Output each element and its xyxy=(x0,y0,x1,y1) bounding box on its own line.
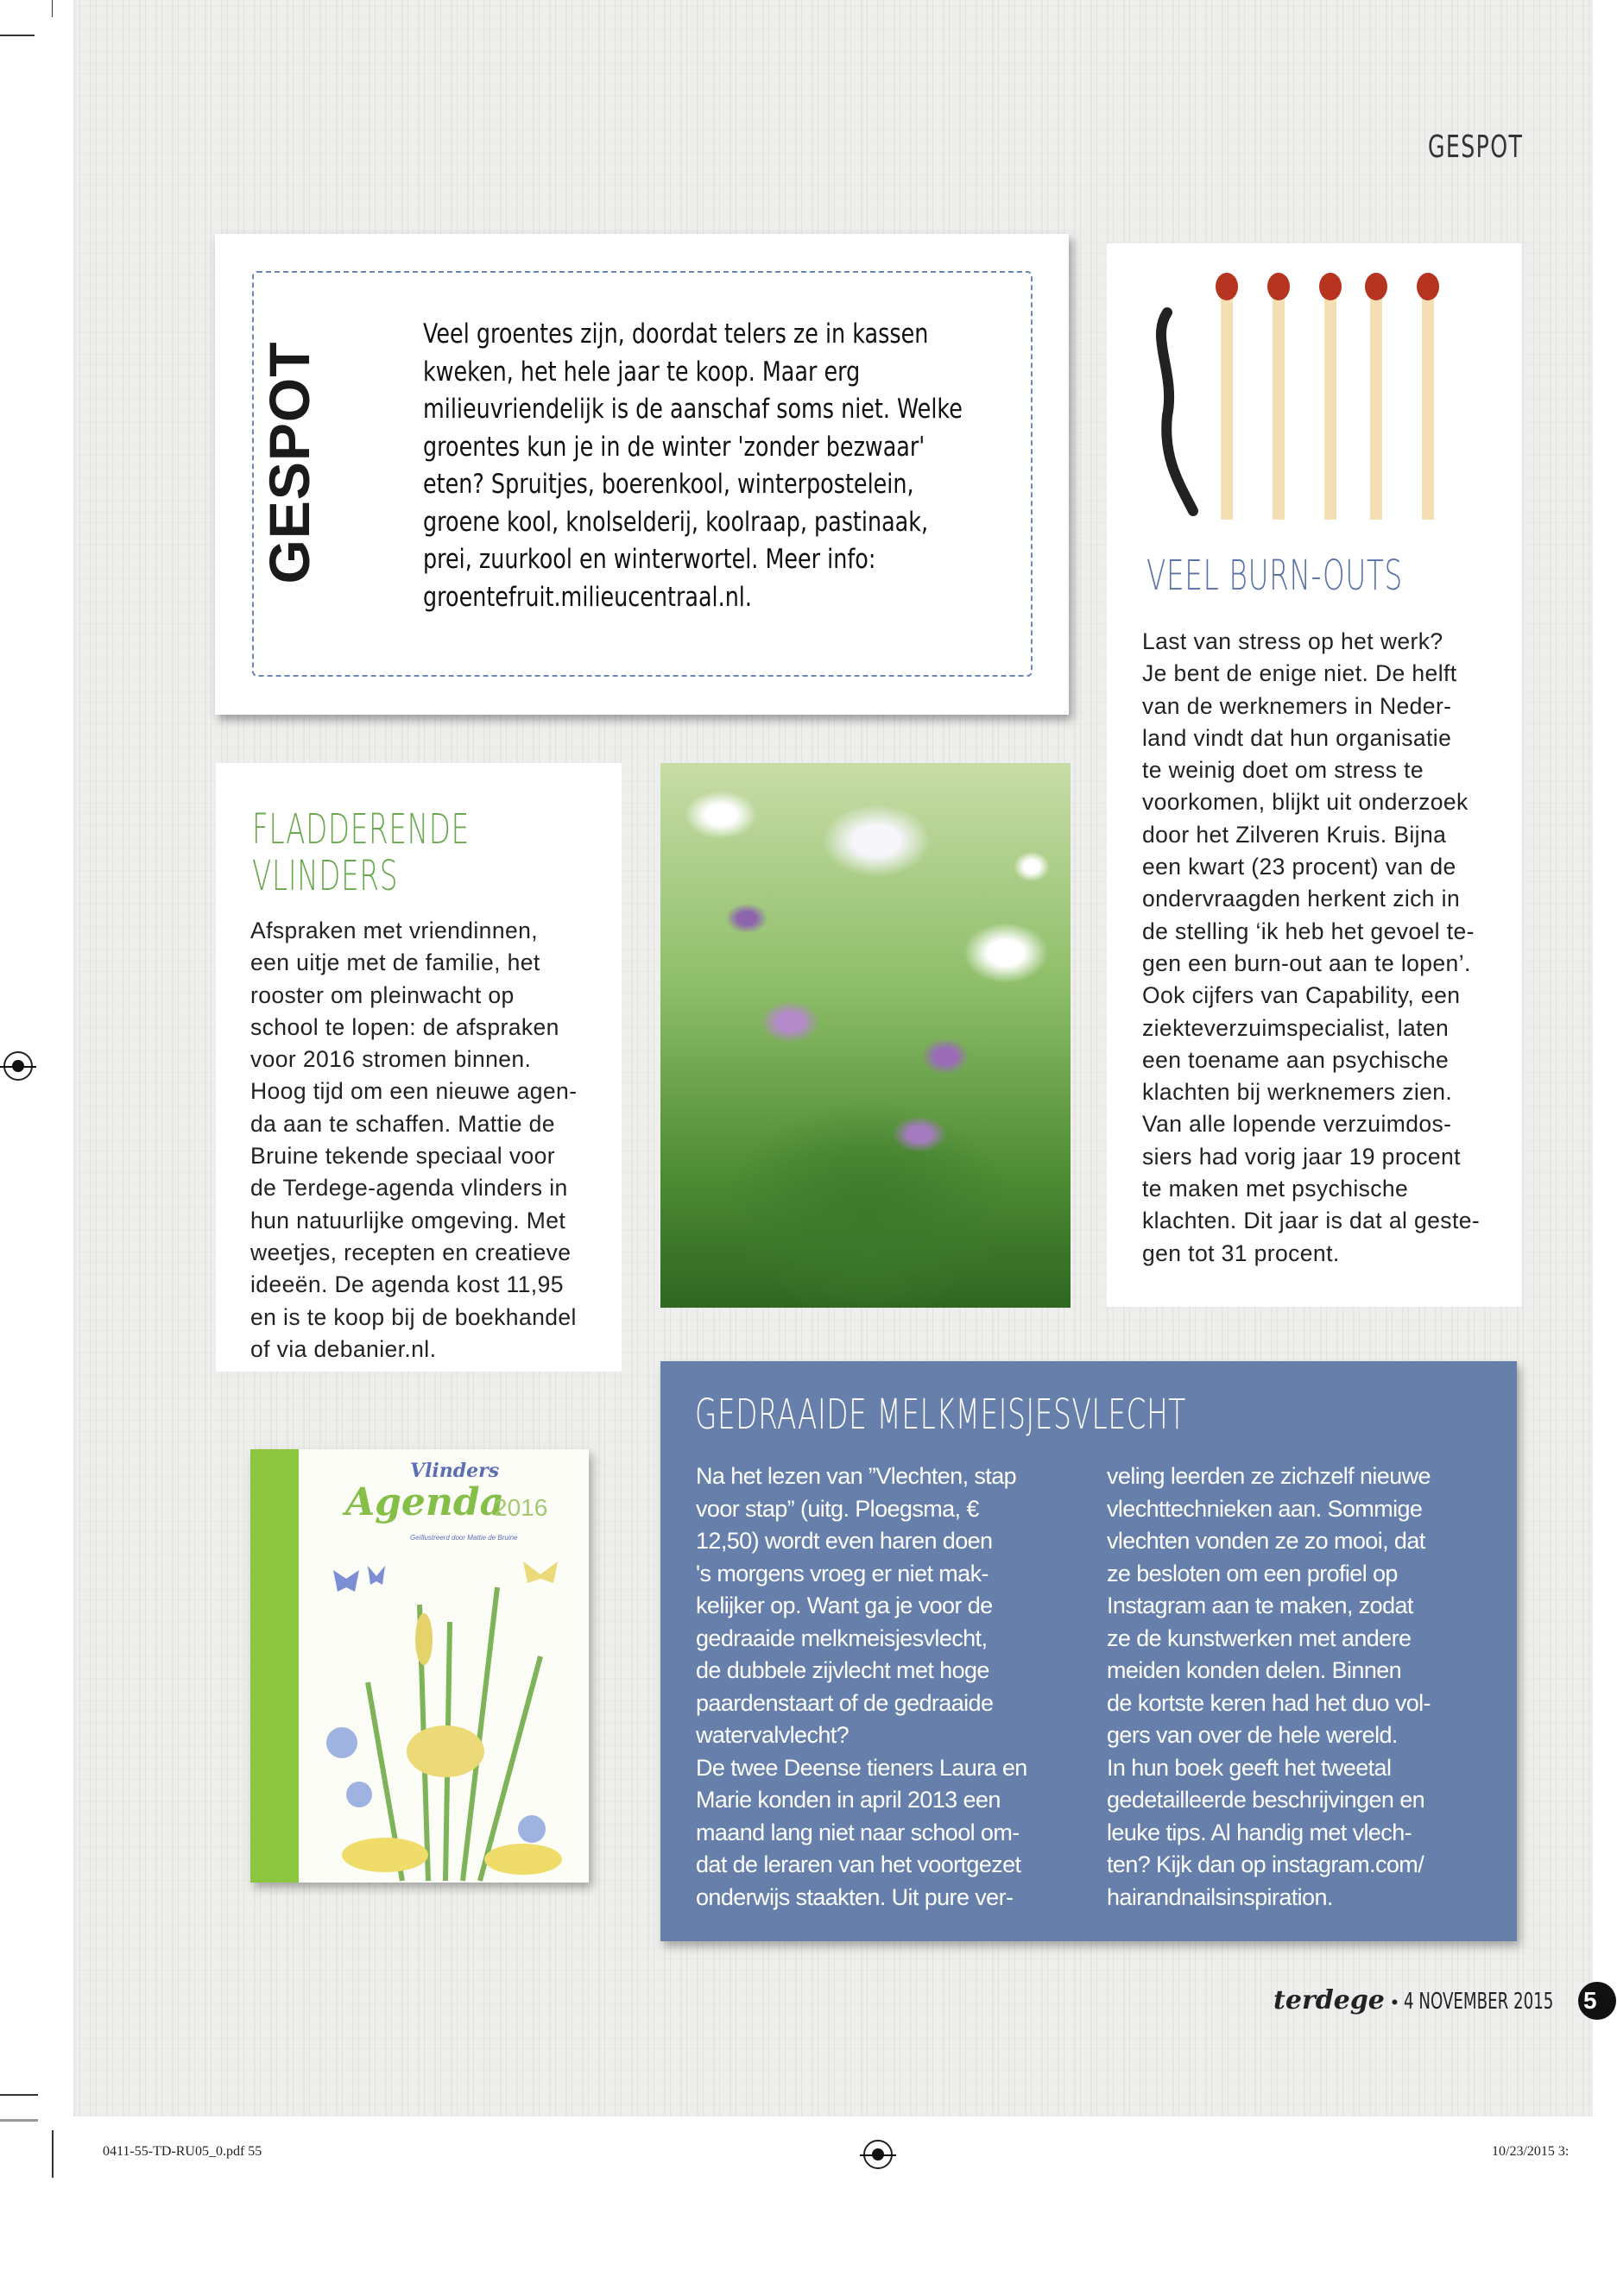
text-line: ideeën. De agenda kost 11,95 xyxy=(250,1271,564,1298)
text-line: 's morgens vroeg er niet mak- xyxy=(696,1560,989,1586)
text-line: een toename aan psychische xyxy=(1142,1046,1450,1073)
vlecht-col-2 xyxy=(1107,1460,1431,1914)
text-line: Je bent de enige niet. De helft xyxy=(1142,660,1457,687)
flower-photo xyxy=(660,763,1071,1308)
text-line: kelijker op. Want ga je voor de xyxy=(696,1593,993,1618)
match-sticks xyxy=(1216,273,1439,520)
crop-mark xyxy=(0,2119,38,2122)
text-line: Veel groentes zijn, doordat telers ze in kassen xyxy=(423,319,929,350)
text-line: de stelling ‘ik heb het gevoel te- xyxy=(1142,918,1475,944)
cover-spine xyxy=(250,1449,299,1883)
text-line: voor 2016 stromen binnen. xyxy=(250,1046,532,1073)
text-line: klachten bij werknemers zien. xyxy=(1142,1079,1453,1106)
page-number: 5 xyxy=(1578,1982,1616,2020)
text-line: een kwart (23 procent) van de xyxy=(1142,854,1456,880)
text-line: VLINDERS xyxy=(252,852,399,900)
text-line: Hoog tijd om een nieuwe agen- xyxy=(250,1078,578,1105)
text-line: groentes kun je in de winter 'zonder bezwaar' xyxy=(423,431,925,463)
text-line: groene kool, knolselderij, koolraap, pastinaak, xyxy=(423,506,929,538)
vlecht-box xyxy=(660,1361,1517,1941)
text-line: ze besloten om een profiel op xyxy=(1107,1560,1398,1586)
text-line: hairandnailsinspiration. xyxy=(1107,1883,1333,1910)
gespot-box xyxy=(215,234,1069,715)
text-line: gen een burn-out aan te lopen’. xyxy=(1142,949,1471,976)
text-line: te maken met psychische xyxy=(1142,1176,1409,1202)
text-line: school te lopen: de afspraken xyxy=(250,1013,559,1040)
print-timestamp: 10/23/2015 3: xyxy=(1492,2144,1570,2159)
text-line: ziekteverzuimspecialist, laten xyxy=(1142,1014,1450,1041)
cover-illustration xyxy=(299,1553,589,1883)
text-line: Afspraken met vriendinnen, xyxy=(250,918,538,943)
vlinders-panel xyxy=(216,763,622,1372)
text-line: rooster om pleinwacht op xyxy=(250,981,515,1008)
vlinders-title xyxy=(252,806,470,899)
cover-top: Vlinders xyxy=(410,1460,500,1482)
burnout-text xyxy=(1142,626,1480,1270)
text-line: leuke tips. Al handig met vlech- xyxy=(1107,1819,1412,1845)
text-line: gedraaide melkmeisjesvlecht, xyxy=(696,1624,988,1651)
text-line: de kortste keren had het duo vol- xyxy=(1107,1689,1431,1716)
text-line: gers van over de hele wereld. xyxy=(1107,1722,1398,1748)
burnout-title: VEEL BURN-OUTS xyxy=(1146,552,1403,600)
text-line: dat de leraren van het voortgezet xyxy=(696,1851,1021,1877)
text-line: veling leerden ze zichzelf nieuwe xyxy=(1107,1463,1431,1489)
crop-mark xyxy=(0,35,35,36)
text-line: de Terdege-agenda vlinders in xyxy=(250,1175,568,1202)
text-line: Van alle lopende verzuimdos- xyxy=(1142,1111,1452,1138)
text-line: of via debanier.nl. xyxy=(250,1335,437,1362)
gespot-vertical-label: GESPOT xyxy=(257,341,321,584)
print-filename: 0411-55-TD-RU05_0.pdf 55 xyxy=(103,2144,262,2159)
gespot-text xyxy=(423,316,963,616)
cover-subtitle: Geïllustreerd door Mattie de Bruine xyxy=(410,1534,518,1542)
text-line: hun natuurlijke omgeving. Met xyxy=(250,1207,566,1233)
cover-year: 2016 xyxy=(494,1494,548,1521)
text-line: ten? Kijk dan op instagram.com/ xyxy=(1107,1851,1424,1877)
text-line: vlechten vonden ze zo mooi, dat xyxy=(1107,1528,1425,1554)
text-line: eten? Spruitjes, boerenkool, winterpostelein, xyxy=(423,469,914,500)
footer-brand: terdege xyxy=(1273,1985,1385,2015)
text-line: de dubbele zijvlecht met hoge xyxy=(696,1657,989,1683)
text-line: milieuvriendelijk is de aanschaf soms niet. Welke xyxy=(423,394,963,425)
registration-mark-icon xyxy=(863,2140,893,2169)
text-line: Marie konden in april 2013 een xyxy=(696,1787,1001,1813)
text-line: door het Zilveren Kruis. Bijna xyxy=(1142,821,1447,848)
agenda-cover-image xyxy=(250,1449,589,1883)
matches-image xyxy=(1141,261,1469,520)
text-line: ondervraagden herkent zich in xyxy=(1142,886,1461,912)
text-line: Na het lezen van ”Vlechten, stap xyxy=(696,1463,1017,1489)
text-line: meiden konden delen. Binnen xyxy=(1107,1657,1402,1683)
text-line: Instagram aan te maken, zodat xyxy=(1107,1593,1413,1618)
text-line: klachten. Dit jaar is dat al geste- xyxy=(1142,1208,1481,1234)
text-line: da aan te schaffen. Mattie de xyxy=(250,1110,555,1137)
text-line: een uitje met de familie, het xyxy=(250,949,540,976)
text-line: land vindt dat hun organisatie xyxy=(1142,724,1452,751)
text-line: watervalvlecht? xyxy=(696,1722,850,1748)
text-line: paardenstaart of de gedraaide xyxy=(696,1689,994,1716)
text-line: gen tot 31 procent. xyxy=(1142,1239,1340,1266)
registration-mark-icon xyxy=(3,1051,33,1081)
text-line: kweken, het hele jaar te koop. Maar erg xyxy=(423,356,861,388)
burnout-panel xyxy=(1107,243,1521,1307)
text-line: siers had vorig jaar 19 procent xyxy=(1142,1143,1461,1170)
cover-title: Agenda xyxy=(345,1480,505,1524)
text-line: FLADDERENDE xyxy=(252,805,470,854)
text-line: groentefruit.milieucentraal.nl. xyxy=(423,581,752,613)
footer-date: 4 NOVEMBER 2015 xyxy=(1403,1989,1553,2015)
text-line: ze de kunstwerken met andere xyxy=(1107,1624,1412,1651)
text-line: Last van stress op het werk? xyxy=(1142,628,1443,654)
text-line: gedetailleerde beschrijvingen en xyxy=(1107,1787,1425,1813)
text-line: vlechttechnieken aan. Sommige xyxy=(1107,1495,1423,1522)
crop-mark xyxy=(52,0,53,17)
text-line: Ook cijfers van Capability, een xyxy=(1142,982,1461,1009)
text-line: van de werknemers in Neder- xyxy=(1142,692,1452,719)
text-line: onderwijs staakten. Uit pure ver- xyxy=(696,1883,1014,1910)
text-line: In hun boek geeft het tweetal xyxy=(1107,1754,1392,1781)
crop-mark xyxy=(0,2094,38,2096)
text-line: De twee Deense tieners Laura en xyxy=(696,1754,1027,1781)
text-line: Bruine tekende speciaal voor xyxy=(250,1143,555,1170)
section-tag: GESPOT xyxy=(1428,129,1524,165)
vlinders-text xyxy=(250,915,577,1366)
crop-mark xyxy=(52,2130,54,2178)
text-line: te weinig doet om stress te xyxy=(1142,757,1424,784)
text-line: weetjes, recepten en creatieve xyxy=(250,1239,572,1265)
text-line: voor stap” (uitg. Ploegsma, € xyxy=(696,1495,979,1522)
text-line: en is te koop bij de boekhandel xyxy=(250,1303,577,1330)
vlecht-col-1 xyxy=(696,1460,1027,1914)
text-line: maand lang niet naar school om- xyxy=(696,1819,1020,1845)
text-line: prei, zuurkool en winterwortel. Meer info: xyxy=(423,544,876,575)
vlecht-title: GEDRAAIDE MELKMEISJESVLECHT xyxy=(695,1391,1186,1439)
text-line: voorkomen, blijkt uit onderzoek xyxy=(1142,789,1469,816)
page-footer: terdege • 4 NOVEMBER 2015 xyxy=(1273,1985,1553,2015)
text-line: 12,50) wordt even haren doen xyxy=(696,1528,993,1554)
